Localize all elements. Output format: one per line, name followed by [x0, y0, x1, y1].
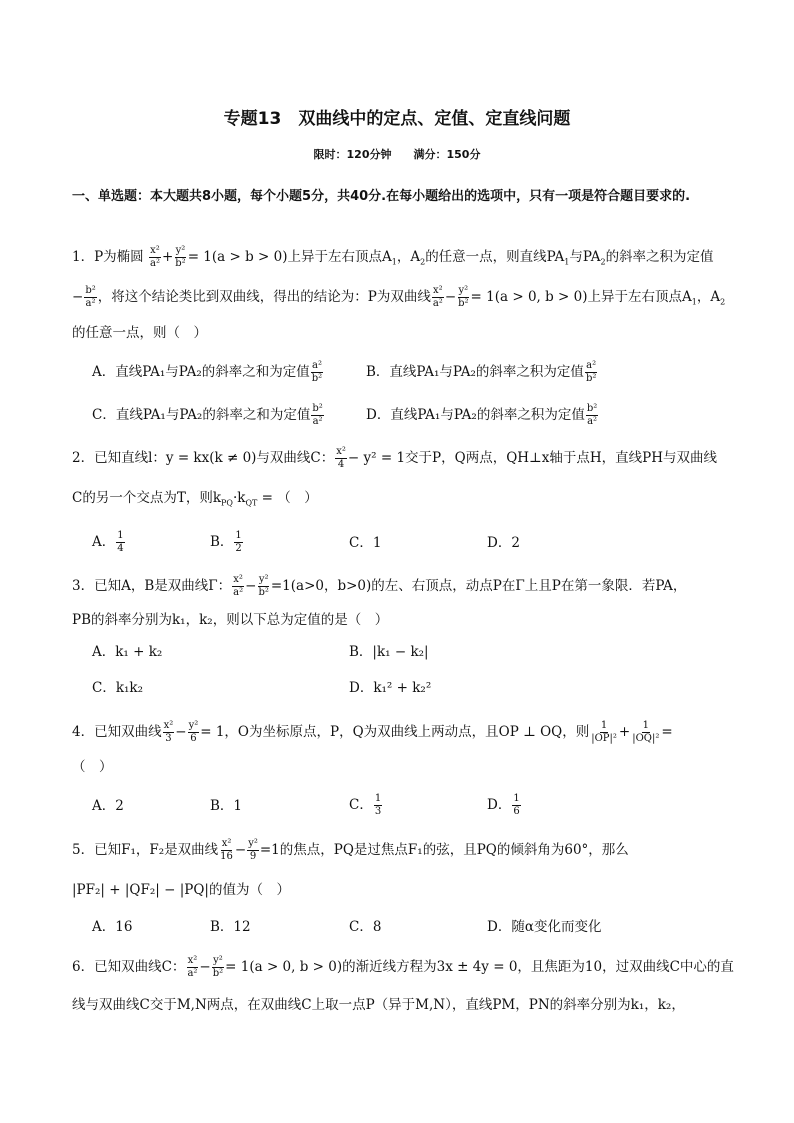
question-6-line-1: 6．已知双曲线C： $\frac{\text{x²}}{\text{a²}}$ − $\frac{\text{y²}}{\text{b²}}$ = 1(a > 0, b > 0)的渐近线方程为3x ± 4y = 0，且焦距为10，过双曲线C中心的直 — [72, 955, 734, 979]
q2-option-c[interactable]: C．1 — [349, 535, 382, 551]
question-6-line-2: 线与双曲线C交于M,N两点，在双曲线C上取一点P（异于M,N），直线PM，PN的斜率分别为k₁，k₂， — [72, 997, 685, 1013]
q5-option-a[interactable]: A．16 — [92, 919, 133, 935]
q1-option-b[interactable]: B．直线PA₁与PA₂的斜率之积为定值 $\frac{\text{a²}}{\text{b²}}$ — [366, 360, 597, 384]
q1-option-a[interactable]: A．直线PA₁与PA₂的斜率之和为定值 $\frac{\text{a²}}{\text{b²}}$ — [92, 360, 323, 384]
question-1-line-2: − $\frac{\text{b²}}{\text{a²}}$ ，将这个结论类比到双曲线，得出的结论为：P为双曲线 $\frac{\text{x²}}{\text{a²}}$ − $\frac{\text{y²}}{\text{b²}}$ = 1(a > 0, b > 0)上异于左右顶点$A_1$，$A_2$ — [72, 285, 726, 309]
q5-option-d[interactable]: D．随α变化而变化 — [487, 919, 602, 935]
q4-option-d[interactable]: D． $\frac{1}{6}$ — [487, 793, 520, 817]
question-2-line-1: 2．已知直线l：y = kx(k ≠ 0)与双曲线C： $\frac{\text{x²}}{4}$ − y² = 1交于P，Q两点，QH⊥x轴于点H，直线PH与双曲线 — [72, 446, 717, 470]
q5-option-b[interactable]: B．12 — [210, 919, 251, 935]
question-5-line-2: |PF₂| + |QF₂| − |PQ|的值为（ ） — [72, 882, 290, 898]
q3-option-c[interactable]: C．k₁k₂ — [92, 680, 144, 696]
fraction: $\frac{\text{x²}}{\text{a²}}$ — [432, 285, 443, 309]
q3-option-a[interactable]: A．k₁ + k₂ — [92, 644, 163, 660]
question-4-line-1: 4．已知双曲线 $\frac{\text{x²}}{3}$ − $\frac{\text{y²}}{6}$ = 1，O为坐标原点，P，Q为双曲线上两动点，且OP ⊥ OQ，则 $\frac{1}{\text{|OP|²}}$ + $\frac{1}{\text{|OQ|²}}$ = — [72, 720, 673, 744]
q3-option-b[interactable]: B．|k₁ − k₂| — [349, 644, 429, 660]
q4-option-a[interactable]: A．2 — [92, 798, 124, 814]
fraction: $\frac{\text{x²}}{\text{a²}}$ — [149, 245, 160, 269]
fraction: $\frac{\text{y²}}{\text{b²}}$ — [175, 245, 186, 269]
question-1-line-3: 的任意一点，则（ ） — [72, 325, 207, 341]
section-header: 一、单选题：本大题共8小题，每个小题5分，共40分.在每小题给出的选项中，只有一项是符合题目要求的. — [72, 189, 691, 204]
page-title: 专题13 双曲线中的定点、定值、定直线问题 — [223, 109, 571, 129]
q2-option-d[interactable]: D．2 — [487, 535, 520, 551]
question-5-line-1: 5．已知F₁，F₂是双曲线 $\frac{\text{x²}}{16}$ − $\frac{\text{y²}}{9}$ =1的焦点，PQ是过焦点F₁的弦，且PQ的倾斜角为60°，那么 — [72, 838, 629, 862]
fraction: $\frac{\text{b²}}{\text{a²}}$ — [85, 285, 96, 309]
question-2-line-2: C的另一个交点为T，则$k_{PQ}\cdot k_{QT}$ = （ ） — [72, 490, 318, 508]
q2-option-b[interactable]: B． $\frac{1}{2}$ — [210, 530, 242, 554]
q5-option-c[interactable]: C．8 — [349, 919, 382, 935]
question-1-line-1: 1．P为椭圆 $\frac{\text{x²}}{\text{a²}}$ + $\frac{\text{y²}}{\text{b²}}$ = 1(a > b > 0)上异于左右顶点$A_1$，$A_2$的任意一点，则直线$PA_1$与$PA_2$的斜率之积为定值 — [72, 245, 714, 269]
q4-option-b[interactable]: B．1 — [210, 798, 243, 814]
question-3-line-2: PB的斜率分别为k₁，k₂，则以下总为定值的是（ ） — [72, 612, 389, 628]
time-score-info: 限时：120分钟 满分：150分 — [313, 148, 481, 161]
q1-option-c[interactable]: C．直线PA₁与PA₂的斜率之和为定值 $\frac{\text{b²}}{\text{a²}}$ — [92, 403, 323, 427]
q3-option-d[interactable]: D．k₁² + k₂² — [349, 680, 432, 696]
question-3-line-1: 3．已知A，B是双曲线Γ： $\frac{\text{x²}}{\text{a²}}$ − $\frac{\text{y²}}{\text{b²}}$ =1(a>0，b>0)的左、右顶点，动点P在Γ上且P在第一象限．若PA， — [72, 574, 687, 598]
q4-option-c[interactable]: C． $\frac{1}{3}$ — [349, 793, 382, 817]
fraction: $\frac{\text{y²}}{\text{b²}}$ — [458, 285, 469, 309]
q2-option-a[interactable]: A． $\frac{1}{4}$ — [92, 530, 124, 554]
q1-option-d[interactable]: D．直线PA₁与PA₂的斜率之积为定值 $\frac{\text{b²}}{\text{a²}}$ — [366, 403, 598, 427]
question-4-line-2: （ ） — [72, 759, 113, 775]
